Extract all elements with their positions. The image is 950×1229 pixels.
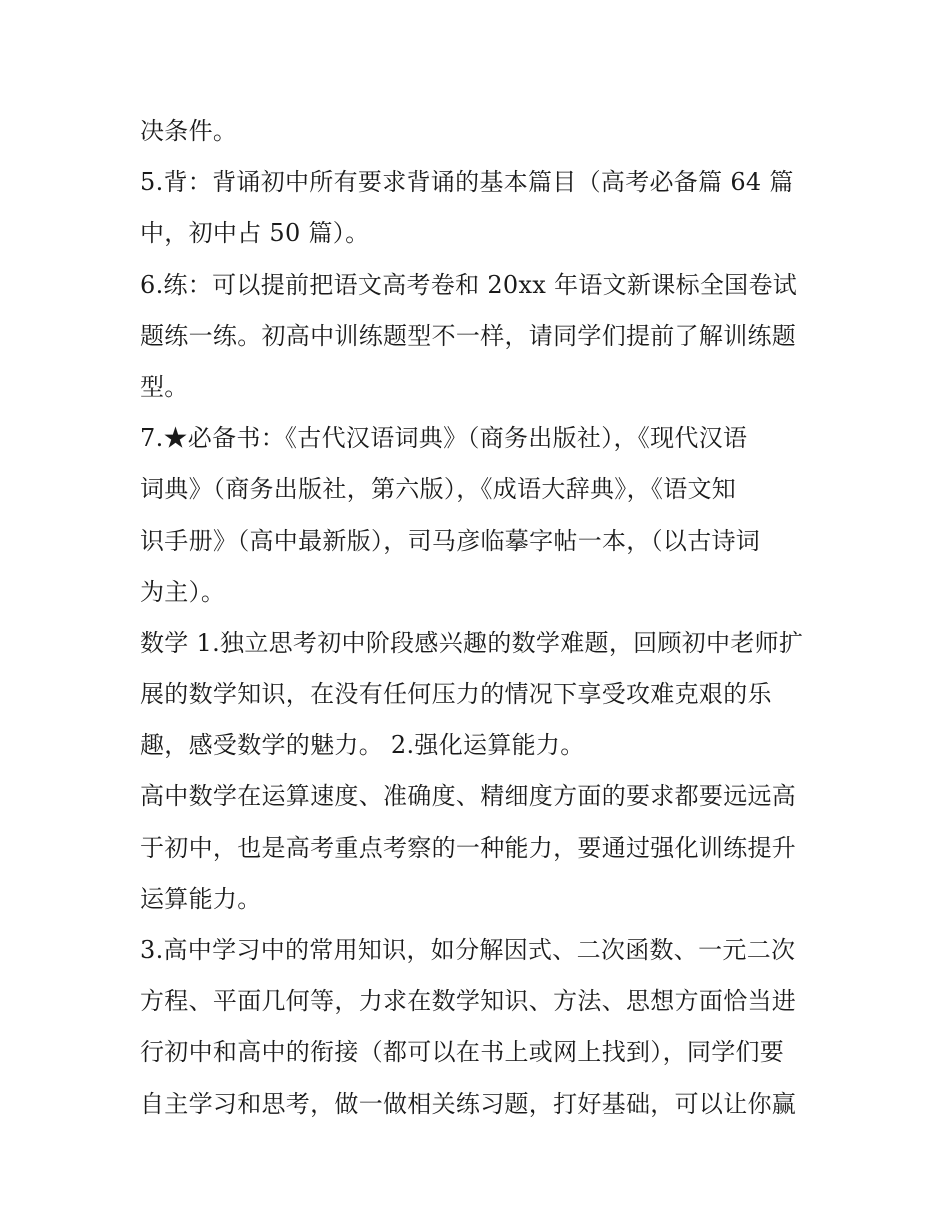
text-line: 为主）。	[140, 577, 226, 606]
text-line: 决条件。	[140, 117, 238, 145]
text-line: 行初中和高中的衔接（都可以在书上或网上找到），同学们要	[140, 1038, 785, 1067]
text-line: 6.练：可以提前把语文高考卷和 20xx 年语文新课标全国卷试	[140, 270, 798, 299]
text-line: 型。	[140, 372, 189, 401]
text-line: 词典》（商务出版社，第六版），《成语大辞典》，《语文知	[140, 475, 737, 504]
text-line: 展的数学知识，在没有任何压力的情况下享受攻难克艰的乐	[140, 680, 772, 709]
text-line: 5.背：背诵初中所有要求背诵的基本篇目（高考必备篇 64 篇	[140, 168, 794, 197]
text-line: 运算能力。	[140, 884, 262, 913]
text-line: 3.高中学习中的常用知识，如分解因式、二次函数、一元二次	[140, 936, 796, 964]
text-line: 数学 1.独立思考初中阶段感兴趣的数学难题，回顾初中老师扩	[140, 628, 804, 657]
text-line: 高中数学在运算速度、准确度、精细度方面的要求都要远远高	[140, 782, 797, 811]
text-line: 7.★必备书：《古代汉语词典》（商务出版社），《现代汉语	[140, 424, 748, 453]
text-line: 识手册》（高中最新版），司马彦临摹字帖一本，（以古诗词	[140, 526, 761, 555]
text-line: 方程、平面几何等，力求在数学知识、方法、思想方面恰当进	[140, 987, 797, 1016]
text-line: 自主学习和思考，做一做相关练习题，打好基础，可以让你赢	[140, 1089, 797, 1118]
text-line: 题练一练。初高中训练题型不一样，请同学们提前了解训练题	[140, 321, 797, 350]
text-line: 趣，感受数学的魅力。 2.强化运算能力。	[140, 731, 585, 760]
text-line: 于初中，也是高考重点考察的一种能力，要通过强化训练提升	[140, 833, 797, 862]
text-line: 中，初中占 50 篇）。	[140, 219, 370, 248]
document-body	[140, 106, 820, 1130]
